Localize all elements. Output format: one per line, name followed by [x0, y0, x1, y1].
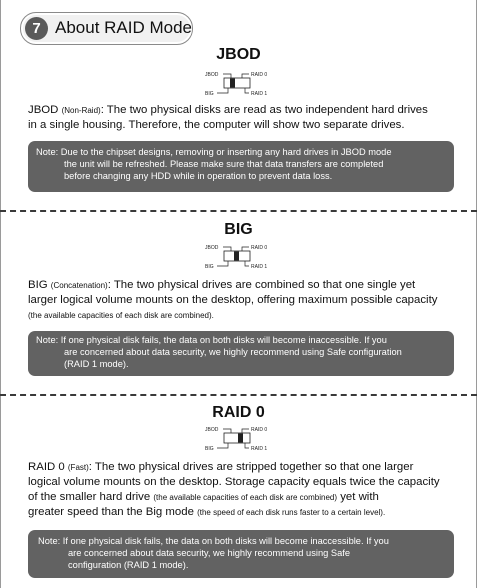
diagram-label-big: BIG — [205, 446, 214, 452]
jbod-switch-diagram — [204, 69, 284, 97]
diagram-label-raid0: RAID 0 — [251, 72, 268, 78]
big-note: Note: If one physical disk fails, the data on both disks will become inaccessible. If you are concerned about data security, we highly recommend using Safe configuration (RAID 1 mode). — [28, 331, 454, 376]
raid0-note: Note: If one physical disk fails, the data on both disks will become inaccessible. If you are concerned about data security, we highly recommend using Safe configuration (RAID 1 mode). — [28, 530, 454, 578]
section-number-badge: 7 — [25, 17, 48, 40]
section-divider — [0, 394, 477, 396]
raid0-switch-diagram — [204, 424, 284, 452]
jbod-heading: JBOD — [216, 46, 261, 63]
diagram-label-big: BIG — [205, 264, 214, 270]
diagram-label-jbod: JBOD — [205, 72, 219, 78]
section-title: About RAID Mode — [55, 18, 193, 37]
diagram-label-raid1: RAID 1 — [251, 264, 268, 270]
dip-switch-knob — [238, 434, 243, 443]
big-heading: BIG — [224, 221, 253, 238]
diagram-label-big: BIG — [205, 91, 214, 97]
big-switch-diagram — [204, 242, 284, 270]
diagram-label-jbod: JBOD — [205, 427, 219, 433]
jbod-description: JBOD (Non-Raid): The two physical disks are read as two independent hard drives in a single housing. Therefore, the computer will show two separate drives. — [28, 104, 428, 131]
raid0-description: RAID 0 (Fast): The two physical drives are stripped together so that one larger logical volume mounts on the desktop. Storage capacity equals twice the capacity of the smaller hard drive (the available capacities of each disk are combined) yet with greater speed than the Big mode (the speed of each disk runs faster to a certain level). — [28, 461, 440, 518]
raid0-heading: RAID 0 — [212, 404, 265, 421]
section-header — [20, 12, 193, 45]
diagram-label-raid0: RAID 0 — [251, 245, 268, 251]
dip-switch-knob — [234, 252, 239, 261]
dip-switch-body — [224, 433, 250, 443]
left-border — [0, 0, 1, 588]
diagram-label-raid0: RAID 0 — [251, 427, 268, 433]
diagram-label-jbod: JBOD — [205, 245, 219, 251]
diagram-label-raid1: RAID 1 — [251, 446, 268, 452]
section-divider — [0, 210, 477, 212]
jbod-note: Note: Due to the chipset designs, removing or inserting any hard drives in JBOD mode the unit will be refreshed. Please make sure that data transfers are completed before changing any HDD while in operation to prevent data loss. — [28, 141, 454, 192]
dip-switch-knob — [230, 79, 235, 88]
diagram-label-raid1: RAID 1 — [251, 91, 268, 97]
big-description: BIG (Concatenation): The two physical drives are combined so that one single yet larger logical volume mounts on the desktop, offering maximum possible capacity (the available capacities of each disk are combined). — [28, 279, 438, 320]
dip-switch-body — [224, 78, 250, 88]
